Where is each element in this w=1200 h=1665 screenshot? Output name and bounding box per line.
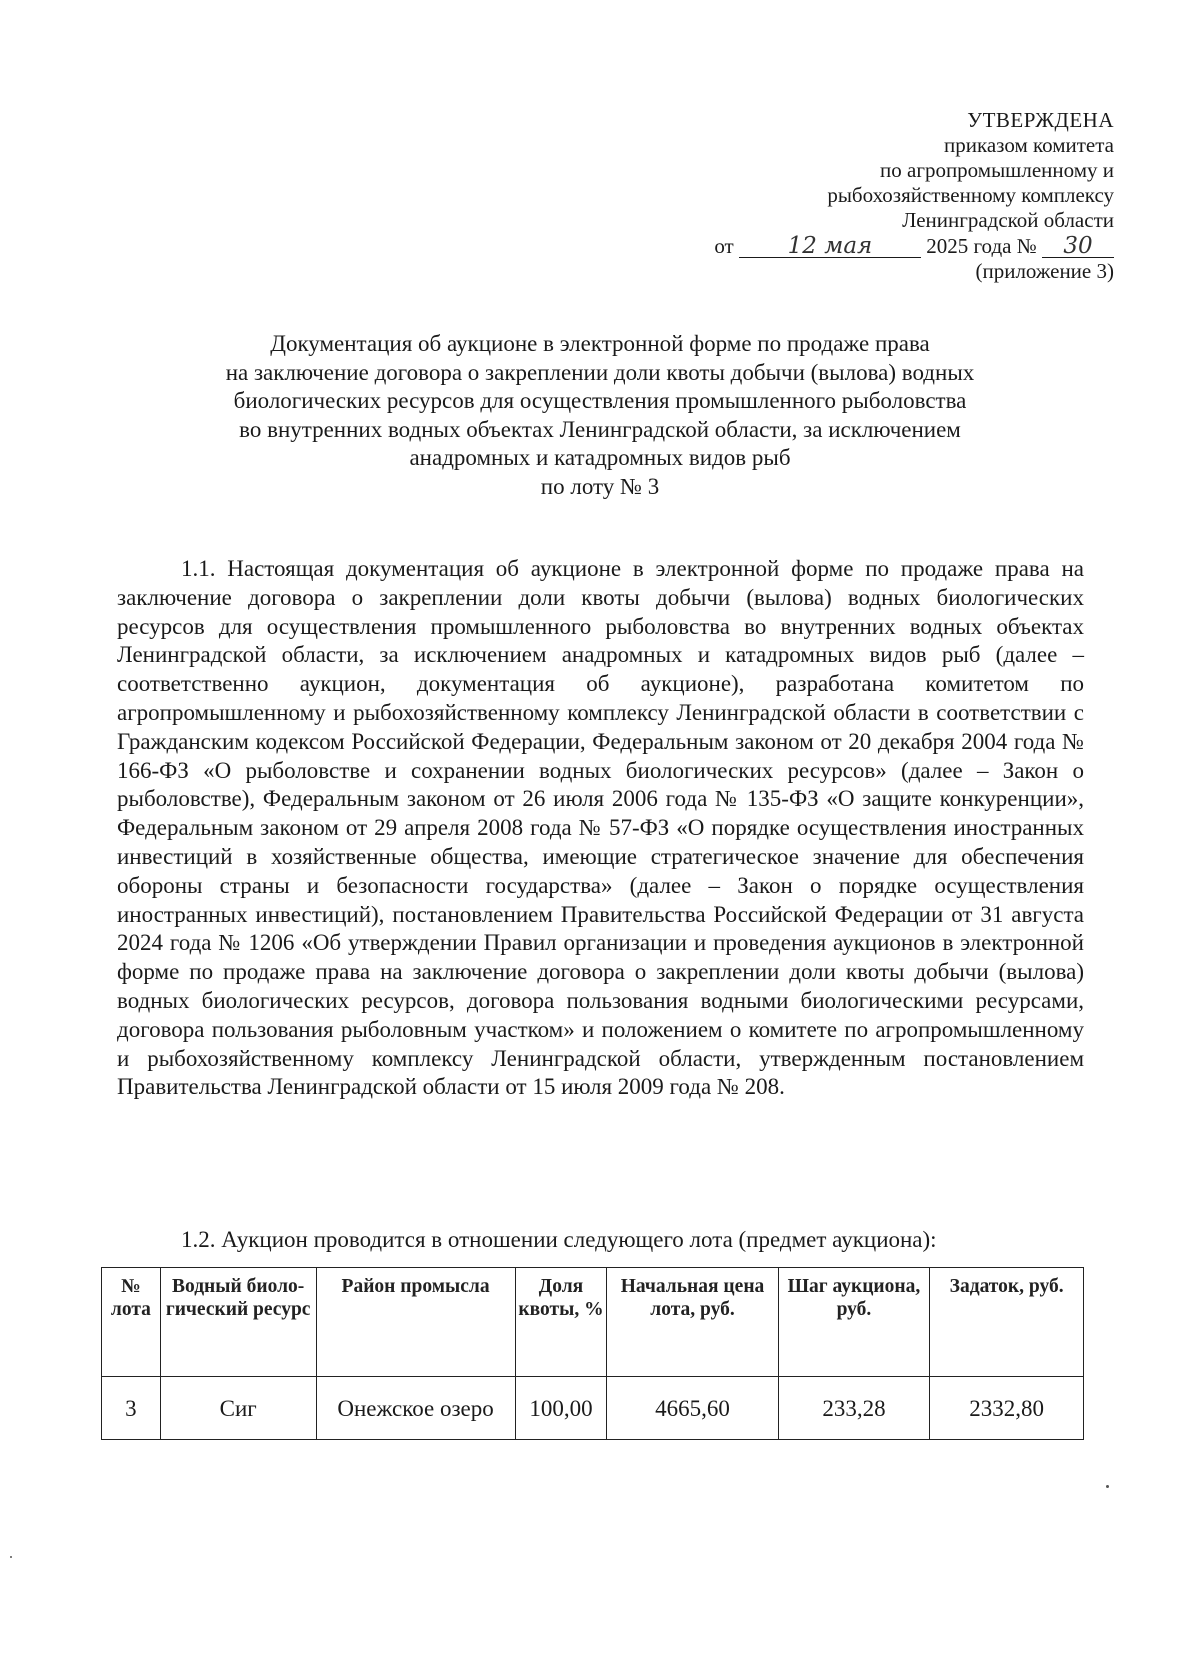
- handwritten-date: 12 мая: [739, 235, 921, 258]
- document-title: [120, 330, 1080, 502]
- title-line: на заключение договора о закреплении доли квоты добычи (вылова) водных: [225, 359, 975, 385]
- approval-block: [594, 108, 1114, 284]
- header-step: Шаг аукциона, руб.: [778, 1268, 930, 1377]
- header-area: Район промысла: [316, 1268, 515, 1377]
- header-resource: Водный биоло-гический ресурс: [160, 1268, 316, 1377]
- header-lot-number: № лота: [102, 1268, 161, 1377]
- cell-area: Онежское озеро: [316, 1377, 515, 1440]
- approval-line: Ленинградской области: [902, 208, 1114, 232]
- handwritten-number: 30: [1042, 235, 1114, 258]
- title-line: во внутренних водных объектах Ленинградской области, за исключением: [239, 416, 961, 442]
- title-line: по лоту № 3: [540, 473, 660, 499]
- approval-date-line: [594, 234, 1114, 259]
- cell-lot-number: 3: [102, 1377, 161, 1440]
- paragraph-1-1: 1.1. Настоящая документация об аукционе в электронной форме по продаже права на заключение договора о закреплении доли квоты добычи (вылова) водных биологических ресурсов для осуществления промышленного рыболовства во внутренних водных объектах Ленинградской области, за исключением анадромных и катадромных видов рыб (далее – соответственно аукцион, документация об аукционе), разработана комитетом по агропромышленному и рыбохозяйственному комплексу Ленинградской области в соответствии с Гражданским кодексом Российской Федерации, Федеральным законом от 20 декабря 2004 года № 166-ФЗ «О рыболовстве и сохранении водных биологических ресурсов» (далее – Закон о рыболовстве), Федеральным законом от 26 июля 2006 года № 135-ФЗ «О защите конкуренции», Федеральным законом от 29 апреля 2008 года № 57-ФЗ «О порядке осуществления иностранных инвестиций в хозяйственные общества, имеющие стратегическое значение для обеспечения обороны страны и безопасности государства» (далее – Закон о порядке осуществления иностранных инвестиций), постановлением Правительства Российской Федерации от 31 августа 2024 года № 1206 «Об утверждении Правил организации и проведения аукционов в электронной форме по продаже права на заключение договора о закреплении доли квоты добычи (вылова) водных биологических ресурсов, договора пользования водными биологическими ресурсами, договора пользования рыболовным участком» и положением о комитете по агропромышленному и рыбохозяйственному комплексу Ленинградской области, утвержденным постановлением Правительства Ленинградской области от 15 июля 2009 года № 208.: [117, 556, 1084, 1100]
- table-header-row: [102, 1268, 1084, 1377]
- table-row: [102, 1377, 1084, 1440]
- approval-line: рыбохозяйственному комплексу: [827, 183, 1114, 207]
- cell-start-price: 4665,60: [607, 1377, 778, 1440]
- approval-title: УТВЕРЖДЕНА: [967, 108, 1114, 132]
- title-line: анадромных и катадромных видов рыб: [409, 445, 791, 471]
- scan-speck: [10, 1556, 12, 1558]
- cell-share: 100,00: [515, 1377, 607, 1440]
- date-prefix: от: [714, 234, 734, 258]
- title-line: Документация об аукционе в электронной форме по продаже права: [270, 331, 930, 356]
- approval-line: по агропромышленному и: [880, 158, 1114, 182]
- cell-resource: Сиг: [160, 1377, 316, 1440]
- appendix-label: (приложение 3): [975, 259, 1114, 283]
- header-deposit: Задаток, руб.: [930, 1268, 1084, 1377]
- cell-deposit: 2332,80: [930, 1377, 1084, 1440]
- lot-table: [101, 1267, 1084, 1440]
- title-line: биологических ресурсов для осуществления промышленного рыболовства: [233, 388, 967, 414]
- paragraph-1-2: 1.2. Аукцион проводится в отношении следующего лота (предмет аукциона):: [181, 1227, 937, 1252]
- year-text: 2025 года №: [926, 234, 1037, 258]
- approval-line: приказом комитета: [943, 133, 1114, 157]
- scan-speck: [1106, 1485, 1109, 1488]
- header-share: Доля квоты, %: [515, 1268, 607, 1377]
- cell-step: 233,28: [778, 1377, 930, 1440]
- header-start-price: Начальная цена лота, руб.: [607, 1268, 778, 1377]
